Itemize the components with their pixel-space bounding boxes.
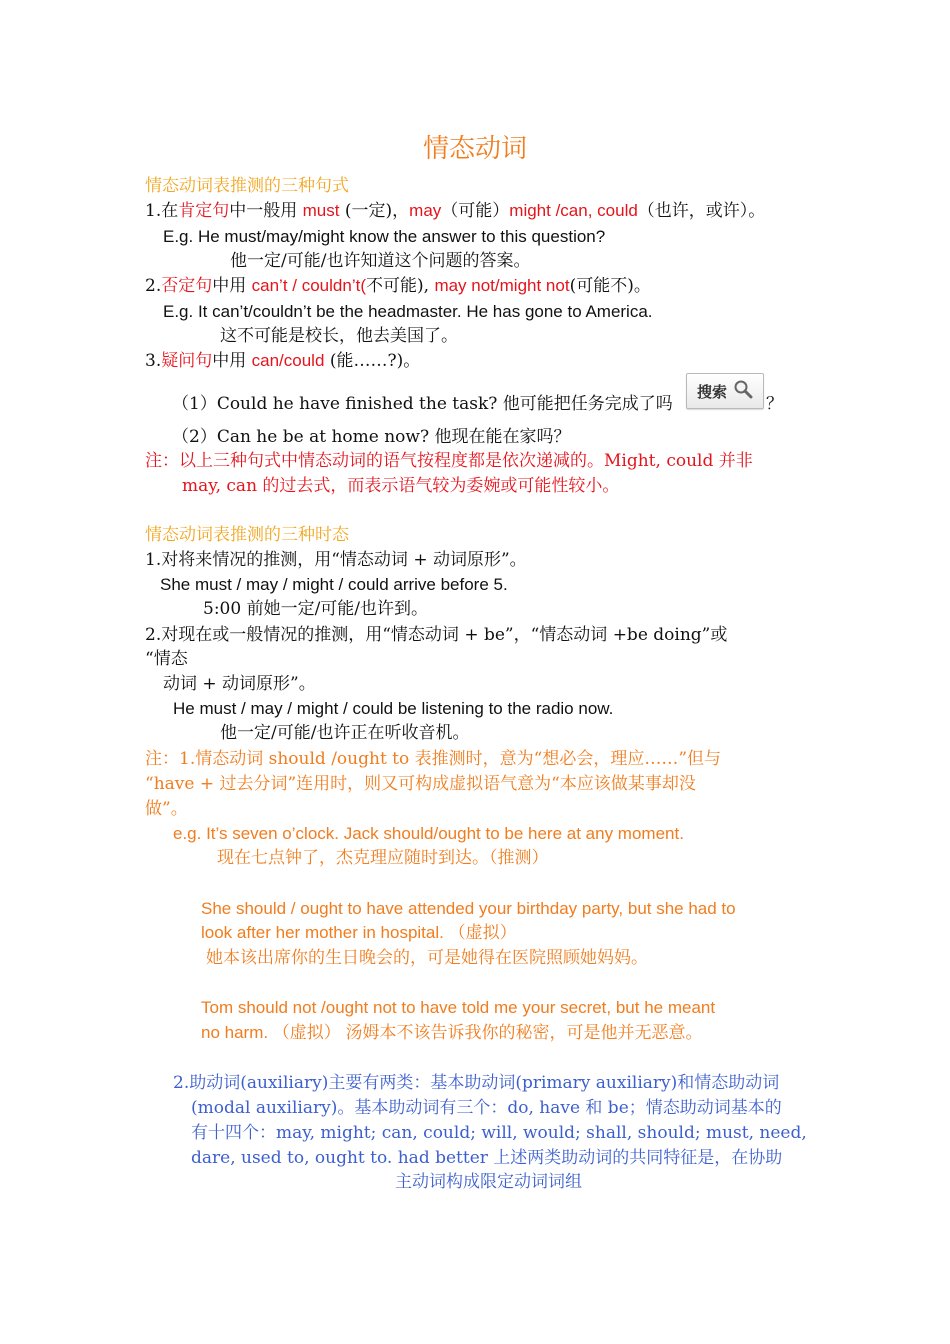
magnifier-icon [733,379,753,403]
auxiliary-line-4: dare, used to, ought to. had better 上述两类助动词的共同特征是，在协助 [191,1148,783,1168]
example-translation: 现在七点钟了，杰克理应随时到达。（推测） [217,848,549,868]
text: 不可能), [365,276,435,296]
keyword-affirmative: 肯定句 [178,201,230,221]
example-sentence: E.g. He must/may/might know the answer to this question? [163,227,606,246]
text: (能……?)。 [324,351,421,371]
auxiliary-line-1: 2.助动词(auxiliary)主要有两类：基本助动词(primary auxiliary)和情态助动词 [173,1073,780,1093]
example-translation: 他一定/可能/也许知道这个问题的答案。 [230,251,531,271]
text: 中一般用 [229,201,303,221]
text: 3. [145,351,162,371]
rule-present-cont: “情态 [145,649,188,669]
rule-present-cont: 动词 + 动词原形”。 [163,674,316,694]
keyword-might-can-could: might /can, could [509,201,638,220]
question-mark: ？ [766,394,783,414]
example-sentence: E.g. It can’t/couldn’t be the headmaster. He has gone to America. [163,302,653,321]
example-sentence: She should / ought to have attended your birthday party, but she had to [201,899,736,918]
example-sentence: no harm. （虚拟） 汤姆本不该告诉我你的秘密，可是他并无恶意。 [201,1023,703,1042]
example-sentence: He must / may / might / could be listening to the radio now. [173,699,614,718]
rule-negative [145,275,651,297]
keyword-may-not-might-not: may not/might not [434,276,570,295]
text: 中用 [212,351,252,371]
example-translation: 5:00 前她一定/可能/也许到。 [203,599,429,619]
question-example-1: （1）Could he have finished the task? 他可能把任务完成了吗 [172,394,673,414]
rule-present: 2.对现在或一般情况的推测，用“情态动词 + be”，“情态动词 +be doing”或 [145,625,728,645]
text: 中用 [212,276,252,296]
example-translation: 她本该出席你的生日晚会的，可是她得在医院照顾她妈妈。 [206,948,648,968]
search-button[interactable] [686,373,764,409]
note-line-2: may, can 的过去式，而表示语气较为委婉或可能性较小。 [182,476,620,496]
keyword-cant-couldnt: can’t / couldn’t( [251,276,366,295]
keyword-negative: 否定句 [161,276,213,296]
auxiliary-line-3: 有十四个：may, might; can, could; will, would; shall, should; must, need, [191,1123,807,1143]
rule-affirmative [145,200,765,222]
text: （可能） [441,201,510,221]
section-heading-forms: 情态动词表推测的三种句式 [145,176,349,196]
note-should-line-1: 注：1.情态动词 should /ought to 表推测时，意为“想必会，理应……”但与 [145,749,722,769]
example-translation: 这不可能是校长，他去美国了。 [220,326,458,346]
text: 1.在 [145,201,179,221]
rule-interrogative [145,350,420,372]
auxiliary-line-5: 主动词构成限定动词词组 [395,1172,582,1192]
example-sentence: look after her mother in hospital. （虚拟） [201,923,517,942]
search-button-label: 搜索 [696,382,727,401]
text: （也许，或许）。 [637,201,766,221]
example-sentence: Tom should not /ought not to have told me your secret, but he meant [201,998,716,1017]
rule-future: 1.对将来情况的推测，用“情态动词 + 动词原形”。 [145,550,527,570]
question-example-2: （2）Can he be at home now? 他现在能在家吗？ [172,427,571,447]
text: (可能不)。 [569,276,651,296]
auxiliary-line-2: (modal auxiliary)。基本助动词有三个：do, have 和 be；情态助动词基本的 [191,1098,782,1118]
note-line-1: 注：以上三种句式中情态动词的语气按程度都是依次递减的。Might, could 并非 [145,451,753,471]
section-heading-tenses: 情态动词表推测的三种时态 [145,525,349,545]
example-translation: 他一定/可能/也许正在听收音机。 [220,723,470,743]
text: (一定)， [339,201,410,221]
example-sentence: e.g. It’s seven o’clock. Jack should/ought to be here at any moment. [173,824,684,843]
keyword-can-could: can/could [251,351,325,370]
keyword-may: may [409,201,442,220]
page-title: 情态动词 [422,134,527,164]
note-should-line-2: “have + 过去分词”连用时，则又可构成虚拟语气意为“本应该做某事却没 [145,774,696,794]
note-should-line-3: 做”。 [145,799,188,819]
example-sentence: She must / may / might / could arrive before 5. [160,575,508,594]
keyword-must: must [302,201,340,220]
keyword-interrogative: 疑问句 [161,351,213,371]
text: 2. [145,276,162,296]
